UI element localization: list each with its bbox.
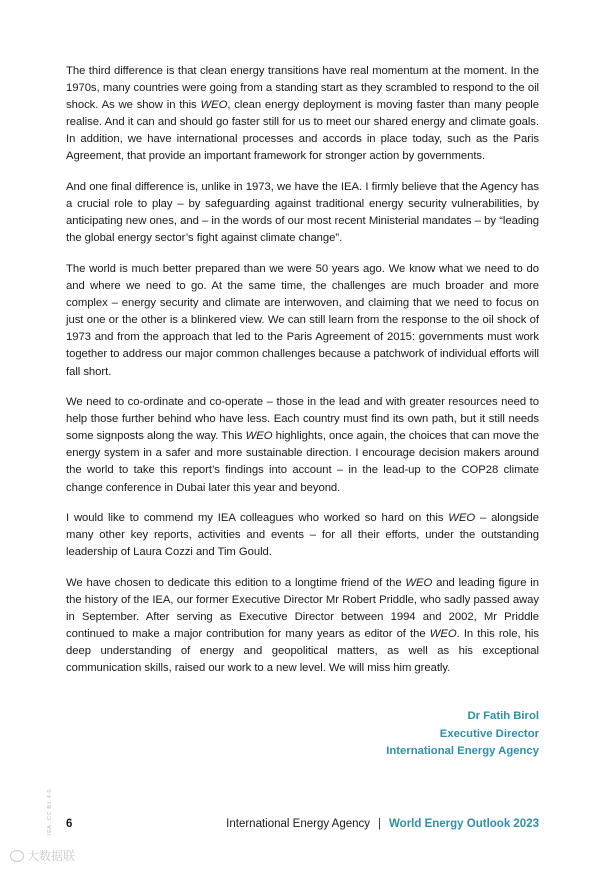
italic-text-run: WEO: [429, 628, 457, 641]
paragraph: [66, 63, 539, 166]
body-text: [66, 63, 539, 691]
paragraph: [66, 394, 539, 497]
page-number: 6: [66, 818, 73, 830]
watermark-text: 大数据联: [27, 849, 76, 863]
page-footer: [66, 818, 539, 830]
italic-text-run: WEO: [200, 99, 228, 112]
text-run: The world is much better prepared than we were 50 years ago. We know what we need to do and where we need to go. At the same time, the challenges are much broader and more complex – energy security and climate are interwoven, and claiming that we need to focus on just one or the other is a blinkered view. We can still learn from the response to the oil shock of 1973 and from the approach that led to the Paris Agreement of 2015: governments must work together to address our major common challenges because a patchwork of individual efforts will fall short.: [66, 262, 539, 378]
watermark: [10, 847, 75, 864]
watermark-logo-icon: [10, 850, 24, 862]
text-run: , clean energy deployment is moving faster than many people realise. And it can and should go faster still for us to meet our shared energy and climate goals. In addition, we have international processes and accords in place today, such as the Paris Agreement, that provide an important framework for stronger action by governments.: [66, 99, 539, 163]
text-run: And one final difference is, unlike in 1973, we have the IEA. I firmly believe that the Agency has a crucial role to play – by safeguarding against traditional energy security vulnerabilities, by anticipating new ones, and – in the words of our most recent Ministerial mandates – by “leading the global energy sector’s fight against climate change”.: [66, 181, 539, 245]
italic-text-run: WEO: [245, 430, 273, 443]
paragraph: [66, 179, 539, 247]
paragraph: [66, 575, 539, 678]
text-run: . In this role, his deep understanding of energy and geopolitical matters, as well as his exceptional communication skills, raised our work to a new level. We will miss him greatly.: [66, 628, 539, 675]
text-run: The third difference is that clean energy transitions have real momentum at the moment. In the 1970s, many countries were going from a standing start as they scrambled to respond to the oil shock. As we show in this: [66, 65, 539, 112]
footer-title: [226, 818, 539, 830]
paragraph: [66, 510, 539, 561]
signatory-organization: International Energy Agency: [386, 745, 539, 757]
license-note: IEA. CC BY 4.0.: [47, 786, 53, 835]
text-run: highlights, once again, the choices that can move the energy system in a safer and more sustainable direction. I encourage decision makers around the world to take this report’s findings into account – in the lead-up to the COP28 climate change conference in Dubai later this year and beyond.: [66, 430, 539, 494]
text-run: I would like to commend my IEA colleagues who worked so hard on this: [66, 512, 449, 525]
signature-block: [386, 708, 539, 761]
footer-organization: International Energy Agency: [226, 818, 371, 830]
footer-report-title: World Energy Outlook 2023: [389, 818, 539, 830]
text-run: and leading figure in the history of the IEA, our former Executive Director Mr Robert Priddle, who sadly passed away in September. After serving as Executive Director between 1994 and 2002, Mr Priddle continued to make a major contribution for many years as editor of the: [66, 576, 539, 641]
footer-separator: |: [378, 818, 382, 830]
text-run: We need to co-ordinate and co-operate – those in the lead and with greater resources need to help those further behind who have less. Each country must find its own path, but it still needs some signposts along the way. This: [66, 396, 539, 443]
paragraph: [66, 261, 539, 381]
signatory-title: Executive Director: [439, 727, 539, 740]
italic-text-run: WEO: [448, 512, 476, 525]
signatory-name: Dr Fatih Birol: [467, 710, 539, 722]
italic-text-run: WEO: [405, 576, 433, 589]
text-run: We have chosen to dedicate this edition to a longtime friend of the: [66, 576, 406, 589]
text-run: – alongside many other key reports, activities and events – for all their efforts, under the outstanding leadership of Laura Cozzi and Tim Gould.: [66, 512, 539, 559]
